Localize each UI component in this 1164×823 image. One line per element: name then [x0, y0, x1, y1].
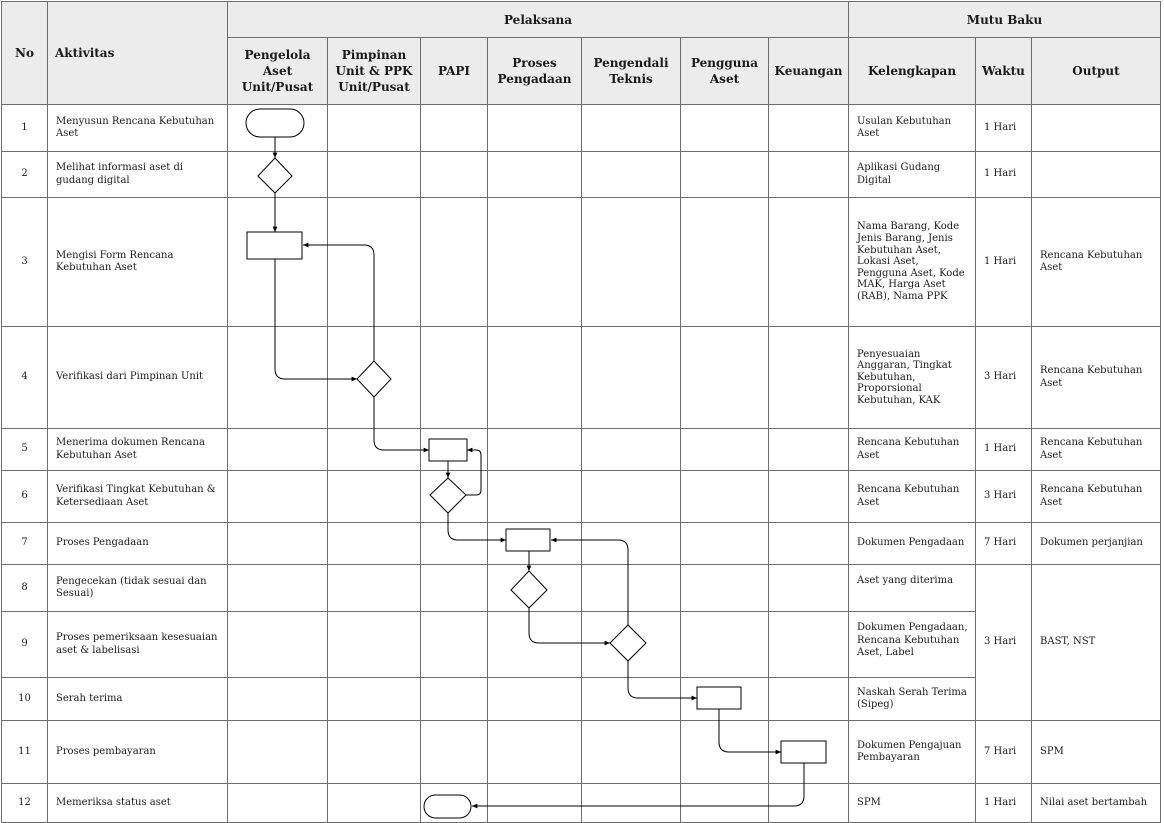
cell-aktivitas: Serah terima: [47, 677, 228, 721]
cell-no: 4: [1, 326, 48, 429]
cell-lane-keuangan: [768, 564, 849, 612]
cell-kelengkapan: Penyesuaian Anggaran, Tingkat Kebutuhan, Proporsional Kebutuhan, KAK: [848, 326, 976, 429]
cell-waktu: 1 Hari: [975, 151, 1032, 198]
cell-kelengkapan: Dokumen Pengadaan: [848, 522, 976, 565]
cell-output: Rencana Kebutuhan Aset: [1031, 470, 1161, 523]
process-serah-terima: [697, 687, 741, 709]
cell-aktivitas: Menyusun Rencana Kebutuhan Aset: [47, 104, 228, 152]
cell-lane-keuangan: [768, 783, 849, 823]
cell-lane-papi: [420, 720, 488, 784]
cell-lane-pimpinan: [327, 151, 421, 198]
cell-no: 10: [1, 677, 48, 721]
cell-lane-proses-pengadaan: [487, 104, 582, 152]
cell-lane-pengelola: [227, 470, 328, 523]
process-pengadaan: [506, 529, 550, 551]
cell-lane-pengelola: [227, 611, 328, 678]
cell-lane-keuangan: [768, 104, 849, 152]
cell-lane-keuangan: [768, 470, 849, 523]
cell-waktu: 7 Hari: [975, 522, 1032, 565]
cell-lane-pimpinan: [327, 470, 421, 523]
cell-lane-pengelola: [227, 720, 328, 784]
cell-no: 7: [1, 522, 48, 565]
cell-lane-papi: [420, 104, 488, 152]
cell-lane-pimpinan: [327, 783, 421, 823]
cell-lane-proses-pengadaan: [487, 783, 582, 823]
cell-lane-proses-pengadaan: [487, 151, 582, 198]
cell-aktivitas: Proses pembayaran: [47, 720, 228, 784]
cell-aktivitas: Melihat informasi aset di gudang digital: [47, 151, 228, 198]
cell-lane-pengelola: [227, 197, 328, 327]
cell-output: SPM: [1031, 720, 1161, 784]
cell-aktivitas: Mengisi Form Rencana Kebutuhan Aset: [47, 197, 228, 327]
cell-lane-keuangan: [768, 326, 849, 429]
process-terima-dokumen: [429, 439, 467, 461]
cell-lane-pimpinan: [327, 522, 421, 565]
cell-lane-papi: [420, 611, 488, 678]
cell-lane-pengendali-teknis: [581, 104, 681, 152]
cell-lane-keuangan: [768, 522, 849, 565]
cell-lane-pengguna-aset: [680, 522, 769, 565]
cell-lane-pengendali-teknis: [581, 720, 681, 784]
process-pembayaran: [781, 741, 826, 763]
header-lane-pengendali-teknis: Pengendali Teknis: [581, 37, 681, 105]
header-pelaksana: Pelaksana: [227, 1, 849, 38]
cell-waktu: 1 Hari: [975, 197, 1032, 327]
cell-output: Rencana Kebutuhan Aset: [1031, 428, 1161, 471]
cell-output: Rencana Kebutuhan Aset: [1031, 326, 1161, 429]
cell-lane-papi: [420, 522, 488, 565]
cell-lane-pengelola: [227, 428, 328, 471]
cell-lane-papi: [420, 326, 488, 429]
cell-lane-pengelola: [227, 677, 328, 721]
cell-lane-pengendali-teknis: [581, 677, 681, 721]
cell-lane-pengendali-teknis: [581, 326, 681, 429]
header-output: Output: [1031, 37, 1161, 105]
cell-lane-pengguna-aset: [680, 326, 769, 429]
cell-lane-pengguna-aset: [680, 611, 769, 678]
cell-waktu: 3 Hari: [975, 326, 1032, 429]
cell-lane-pimpinan: [327, 720, 421, 784]
cell-lane-pengendali-teknis: [581, 151, 681, 198]
cell-lane-pengelola: [227, 522, 328, 565]
header-no: No: [1, 1, 48, 105]
cell-kelengkapan: Dokumen Pengadaan, Rencana Kebutuhan Aset, Label: [848, 611, 976, 678]
cell-lane-pengendali-teknis: [581, 564, 681, 612]
cell-lane-pimpinan: [327, 104, 421, 152]
cell-lane-proses-pengadaan: [487, 677, 582, 721]
cell-no: 8: [1, 564, 48, 612]
cell-aktivitas: Memeriksa status aset: [47, 783, 228, 823]
cell-output: Rencana Kebutuhan Aset: [1031, 197, 1161, 327]
cell-lane-keuangan: [768, 428, 849, 471]
cell-lane-keuangan: [768, 151, 849, 198]
header-lane-pengelola: Pengelola Aset Unit/Pusat: [227, 37, 328, 105]
cell-waktu: 1 Hari: [975, 104, 1032, 152]
cell-output: [1031, 151, 1161, 198]
cell-lane-keuangan: [768, 677, 849, 721]
header-aktivitas: Aktivitas: [47, 1, 228, 105]
cell-lane-pengendali-teknis: [581, 522, 681, 565]
header-kelengkapan: Kelengkapan: [848, 37, 976, 105]
cell-lane-proses-pengadaan: [487, 611, 582, 678]
cell-aktivitas: Pengecekan (tidak sesuai dan Sesuai): [47, 564, 228, 612]
cell-lane-pengelola: [227, 326, 328, 429]
cell-output: Nilai aset bertambah: [1031, 783, 1161, 823]
cell-lane-keuangan: [768, 611, 849, 678]
cell-lane-pengguna-aset: [680, 783, 769, 823]
cell-kelengkapan: Rencana Kebutuhan Aset: [848, 470, 976, 523]
cell-lane-pengendali-teknis: [581, 197, 681, 327]
cell-aktivitas: Verifikasi Tingkat Kebutuhan & Ketersediaan Aset: [47, 470, 228, 523]
cell-waktu: 1 Hari: [975, 428, 1032, 471]
cell-kelengkapan: Aset yang diterima: [848, 564, 976, 612]
cell-waktu: 7 Hari: [975, 720, 1032, 784]
cell-aktivitas: Proses pemeriksaan kesesuaian aset & labelisasi: [47, 611, 228, 678]
process-isi-form: [247, 232, 302, 259]
cell-kelengkapan: Naskah Serah Terima (Sipeg): [848, 677, 976, 721]
cell-lane-papi: [420, 197, 488, 327]
cell-no: 11: [1, 720, 48, 784]
cell-lane-pengguna-aset: [680, 564, 769, 612]
cell-kelengkapan: Usulan Kebutuhan Aset: [848, 104, 976, 152]
cell-waktu: 3 Hari: [975, 470, 1032, 523]
cell-lane-pengendali-teknis: [581, 428, 681, 471]
cell-lane-pimpinan: [327, 677, 421, 721]
cell-no: 9: [1, 611, 48, 678]
cell-output: Dokumen perjanjian: [1031, 522, 1161, 565]
cell-no: 6: [1, 470, 48, 523]
cell-aktivitas: Proses Pengadaan: [47, 522, 228, 565]
cell-output-merged: BAST, NST: [1031, 564, 1161, 721]
cell-lane-proses-pengadaan: [487, 197, 582, 327]
header-waktu: Waktu: [975, 37, 1032, 105]
cell-lane-pengguna-aset: [680, 151, 769, 198]
cell-kelengkapan: SPM: [848, 783, 976, 823]
cell-no: 12: [1, 783, 48, 823]
cell-aktivitas: Verifikasi dari Pimpinan Unit: [47, 326, 228, 429]
cell-lane-papi: [420, 151, 488, 198]
cell-no: 1: [1, 104, 48, 152]
cell-lane-papi: [420, 677, 488, 721]
cell-aktivitas: Menerima dokumen Rencana Kebutuhan Aset: [47, 428, 228, 471]
cell-lane-keuangan: [768, 197, 849, 327]
cell-lane-proses-pengadaan: [487, 326, 582, 429]
cell-output: [1031, 104, 1161, 152]
cell-lane-pengguna-aset: [680, 104, 769, 152]
cell-lane-pengendali-teknis: [581, 470, 681, 523]
header-lane-proses-pengadaan: Proses Pengadaan: [487, 37, 582, 105]
header-lane-keuangan: Keuangan: [768, 37, 849, 105]
header-lane-pimpinan: Pimpinan Unit & PPK Unit/Pusat: [327, 37, 421, 105]
cell-lane-pimpinan: [327, 611, 421, 678]
cell-kelengkapan: Dokumen Pengajuan Pembayaran: [848, 720, 976, 784]
cell-waktu-merged: 3 Hari: [975, 564, 1032, 721]
cell-lane-pimpinan: [327, 564, 421, 612]
cell-lane-papi: [420, 564, 488, 612]
cell-lane-pengguna-aset: [680, 470, 769, 523]
cell-no: 3: [1, 197, 48, 327]
end-terminator: [424, 795, 471, 818]
cell-no: 5: [1, 428, 48, 471]
cell-lane-pengelola: [227, 783, 328, 823]
cell-lane-proses-pengadaan: [487, 470, 582, 523]
cell-lane-pengguna-aset: [680, 197, 769, 327]
cell-no: 2: [1, 151, 48, 198]
start-terminator: [246, 109, 304, 137]
cell-lane-pengelola: [227, 564, 328, 612]
cell-kelengkapan: Aplikasi Gudang Digital: [848, 151, 976, 198]
cell-waktu: 1 Hari: [975, 783, 1032, 823]
cell-kelengkapan: Nama Barang, Kode Jenis Barang, Jenis Kebutuhan Aset, Lokasi Aset, Pengguna Aset, Kode MAK, Harga Aset (RAB), Nama PPK: [848, 197, 976, 327]
header-lane-pengguna-aset: Pengguna Aset: [680, 37, 769, 105]
cell-kelengkapan: Rencana Kebutuhan Aset: [848, 428, 976, 471]
header-lane-papi: PAPI: [420, 37, 488, 105]
cell-lane-pengendali-teknis: [581, 783, 681, 823]
cell-lane-proses-pengadaan: [487, 720, 582, 784]
header-mutu-baku: Mutu Baku: [848, 1, 1161, 38]
cell-lane-proses-pengadaan: [487, 428, 582, 471]
cell-lane-pengguna-aset: [680, 428, 769, 471]
